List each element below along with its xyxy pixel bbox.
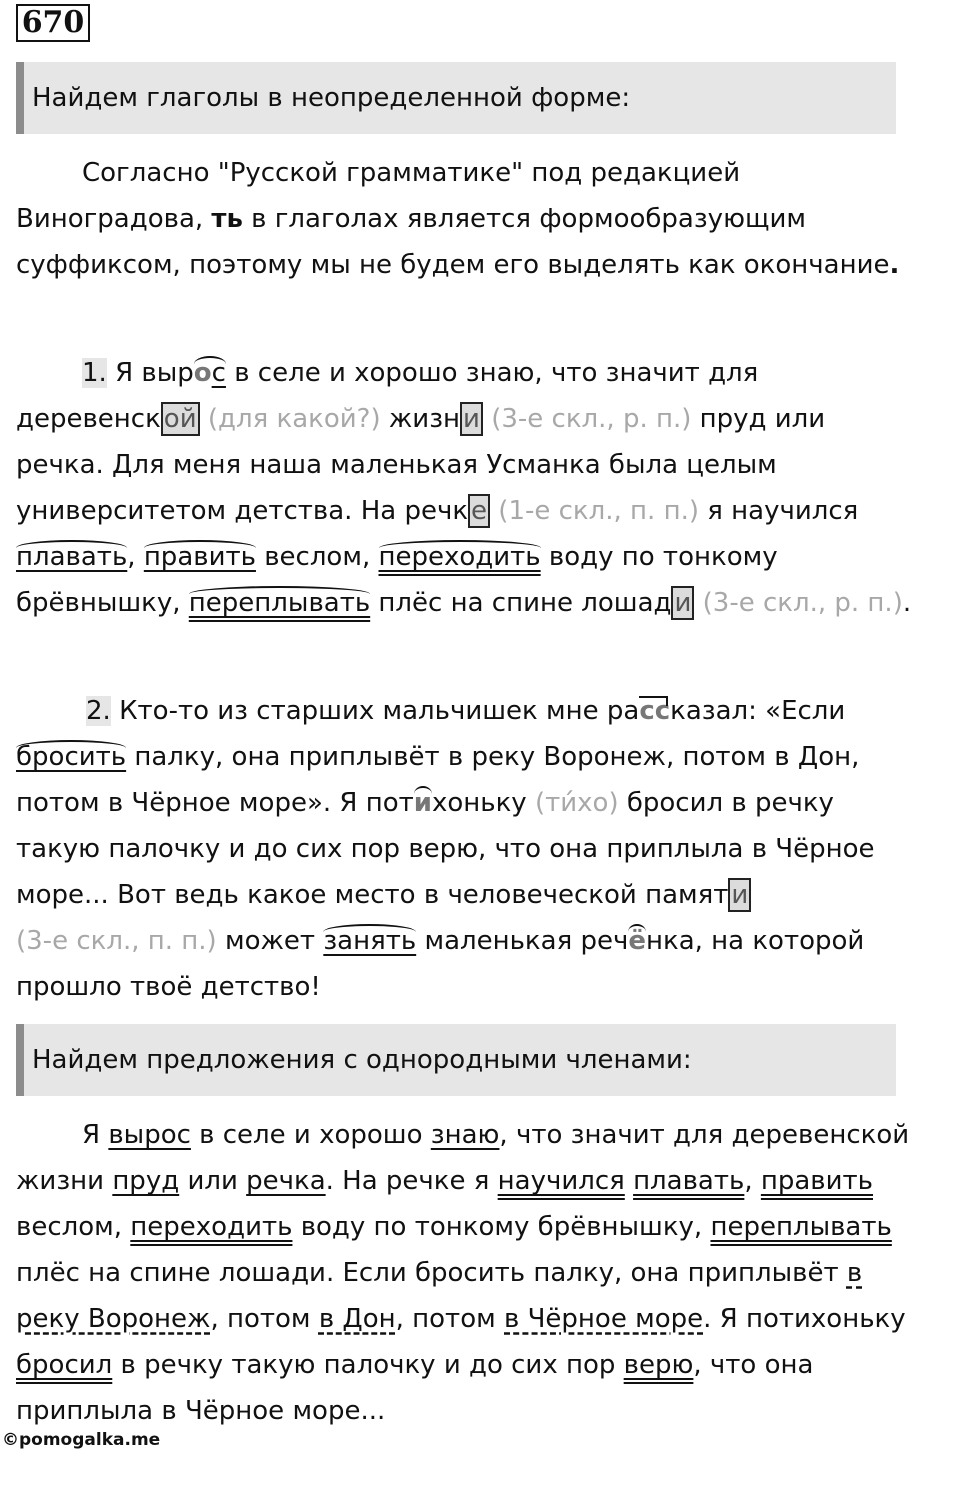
intro-paragraph — [16, 150, 921, 288]
ending-box: ой — [161, 402, 200, 436]
text: жизн — [380, 404, 461, 434]
intro-dot: . — [889, 250, 900, 280]
section-title-homogeneous: Найдем предложения с однородными членами: — [16, 1024, 896, 1096]
text: , — [127, 542, 144, 572]
infinitive-verb: переплывать — [188, 588, 371, 618]
text — [625, 1166, 633, 1196]
homogeneous-member: в реку Воронеж — [16, 1258, 863, 1334]
homogeneous-member: научился — [497, 1166, 625, 1196]
text: веслом, — [255, 542, 379, 572]
text: может — [216, 926, 324, 956]
grammar-note: (для какой?) — [199, 404, 381, 434]
text: Я выр — [106, 358, 194, 388]
infinitive-verb: переходить — [378, 542, 541, 572]
grammar-note: (3-е скл., р. п.) — [694, 588, 903, 618]
text: казал: «Если — [670, 696, 846, 726]
section-title-infinitives: Найдем глаголы в неопределенной форме: — [16, 62, 896, 134]
text: плёс на спине лошади. Если бросить палку, она приплывёт — [16, 1258, 847, 1288]
text: Я — [82, 1120, 109, 1150]
text: хоньку — [431, 788, 535, 818]
homogeneous-member: править — [760, 1166, 873, 1196]
ending-box: и — [671, 586, 694, 620]
vowel-mark: о — [193, 358, 212, 388]
text: бросил в речку такую палочку и до сих пор верю, что она приплыла в Чёрное море... Вот ведь какое место в человеческой памят — [16, 788, 875, 910]
sentence-2-number: 2. — [86, 696, 111, 726]
text: палку, она приплывёт в реку Воронеж, потом в Дон, потом в Чёрное море». Я пот — [16, 742, 860, 818]
text: я научился — [698, 496, 859, 526]
homogeneous-member: переплывать — [710, 1212, 892, 1242]
ending-box: и — [460, 402, 483, 436]
text: . На речке я — [325, 1166, 498, 1196]
text: . Я потихоньку — [703, 1304, 906, 1334]
root-vowel-mark: и — [413, 788, 432, 818]
homogeneous-member: в Чёрное море — [504, 1304, 704, 1334]
homogeneous-member: речка — [246, 1166, 326, 1196]
text: веслом, — [16, 1212, 131, 1242]
text: в речку такую палочку и до сих пор — [112, 1350, 624, 1380]
homogeneous-member: знаю — [430, 1120, 500, 1150]
check-word: (ти́хо) — [534, 788, 619, 818]
homogeneous-member: переходить — [130, 1212, 293, 1242]
infinitive-verb: бросить — [16, 742, 127, 772]
text: пруд или речка. Для меня наша маленькая Усманка была целым университетом детства. На речк — [16, 404, 826, 526]
infinitive-verb: занять — [323, 926, 417, 956]
sentence-1-paragraph — [16, 350, 921, 626]
grammar-note: (1-е скл., п. п.) — [490, 496, 699, 526]
text: воду по тонкому брёвнышку, — [292, 1212, 711, 1242]
grammar-note: (3-е скл., р. п.) — [482, 404, 692, 434]
text: , что значит для деревенской жизни — [16, 1120, 910, 1196]
text: , потом — [210, 1304, 319, 1334]
homogeneous-member: верю — [623, 1350, 694, 1380]
text: , потом — [395, 1304, 504, 1334]
watermark: ©pomogalka.me — [2, 1430, 161, 1450]
homogeneous-member: вырос — [108, 1120, 191, 1150]
sentence-2-paragraph — [16, 688, 921, 1010]
root-mark — [194, 358, 226, 388]
grammar-note: (3-е скл., п. п.) — [16, 926, 217, 956]
homogeneous-member: в Дон — [318, 1304, 396, 1334]
task-number: 670 — [16, 4, 90, 42]
intro-text-2: в глаголах является формообразующим суффиксом, поэтому мы не будем его выделять как окончание — [16, 204, 890, 280]
homogeneous-member: плавать — [633, 1166, 745, 1196]
infinitive-verb: править — [143, 542, 256, 572]
text: воду по тонкому брёвнышку, — [16, 542, 778, 618]
homogeneous-paragraph — [16, 1112, 921, 1434]
text: , — [744, 1166, 761, 1196]
text: в селе и хорошо знаю, что значит для деревенск — [16, 358, 759, 434]
suffix-vowel-mark: ё — [628, 926, 646, 956]
homogeneous-member: бросил — [16, 1350, 113, 1380]
sentence-1-number: 1. — [82, 358, 107, 388]
text: Кто-то из старших мальчишек мне ра — [110, 696, 640, 726]
text: , что она приплыла в Чёрное море... — [16, 1350, 814, 1426]
consonant-mark: с — [211, 358, 226, 388]
text: . — [902, 588, 912, 618]
ending-box: е — [468, 494, 490, 528]
text: нка, на которой прошло твоё детство! — [16, 926, 865, 1002]
text: или — [179, 1166, 247, 1196]
text: маленькая реч — [416, 926, 629, 956]
intro-text-1: Согласно "Русской грамматике" под редакцией Виноградова, — [16, 158, 741, 234]
infinitive-verb: плавать — [16, 542, 128, 572]
double-consonant-mark: сс — [639, 696, 671, 726]
homogeneous-member: пруд — [112, 1166, 180, 1196]
ending-box: и — [728, 878, 751, 912]
text: в селе и хорошо — [190, 1120, 431, 1150]
intro-suffix: ть — [211, 204, 243, 234]
text: плёс на спине лошад — [370, 588, 672, 618]
